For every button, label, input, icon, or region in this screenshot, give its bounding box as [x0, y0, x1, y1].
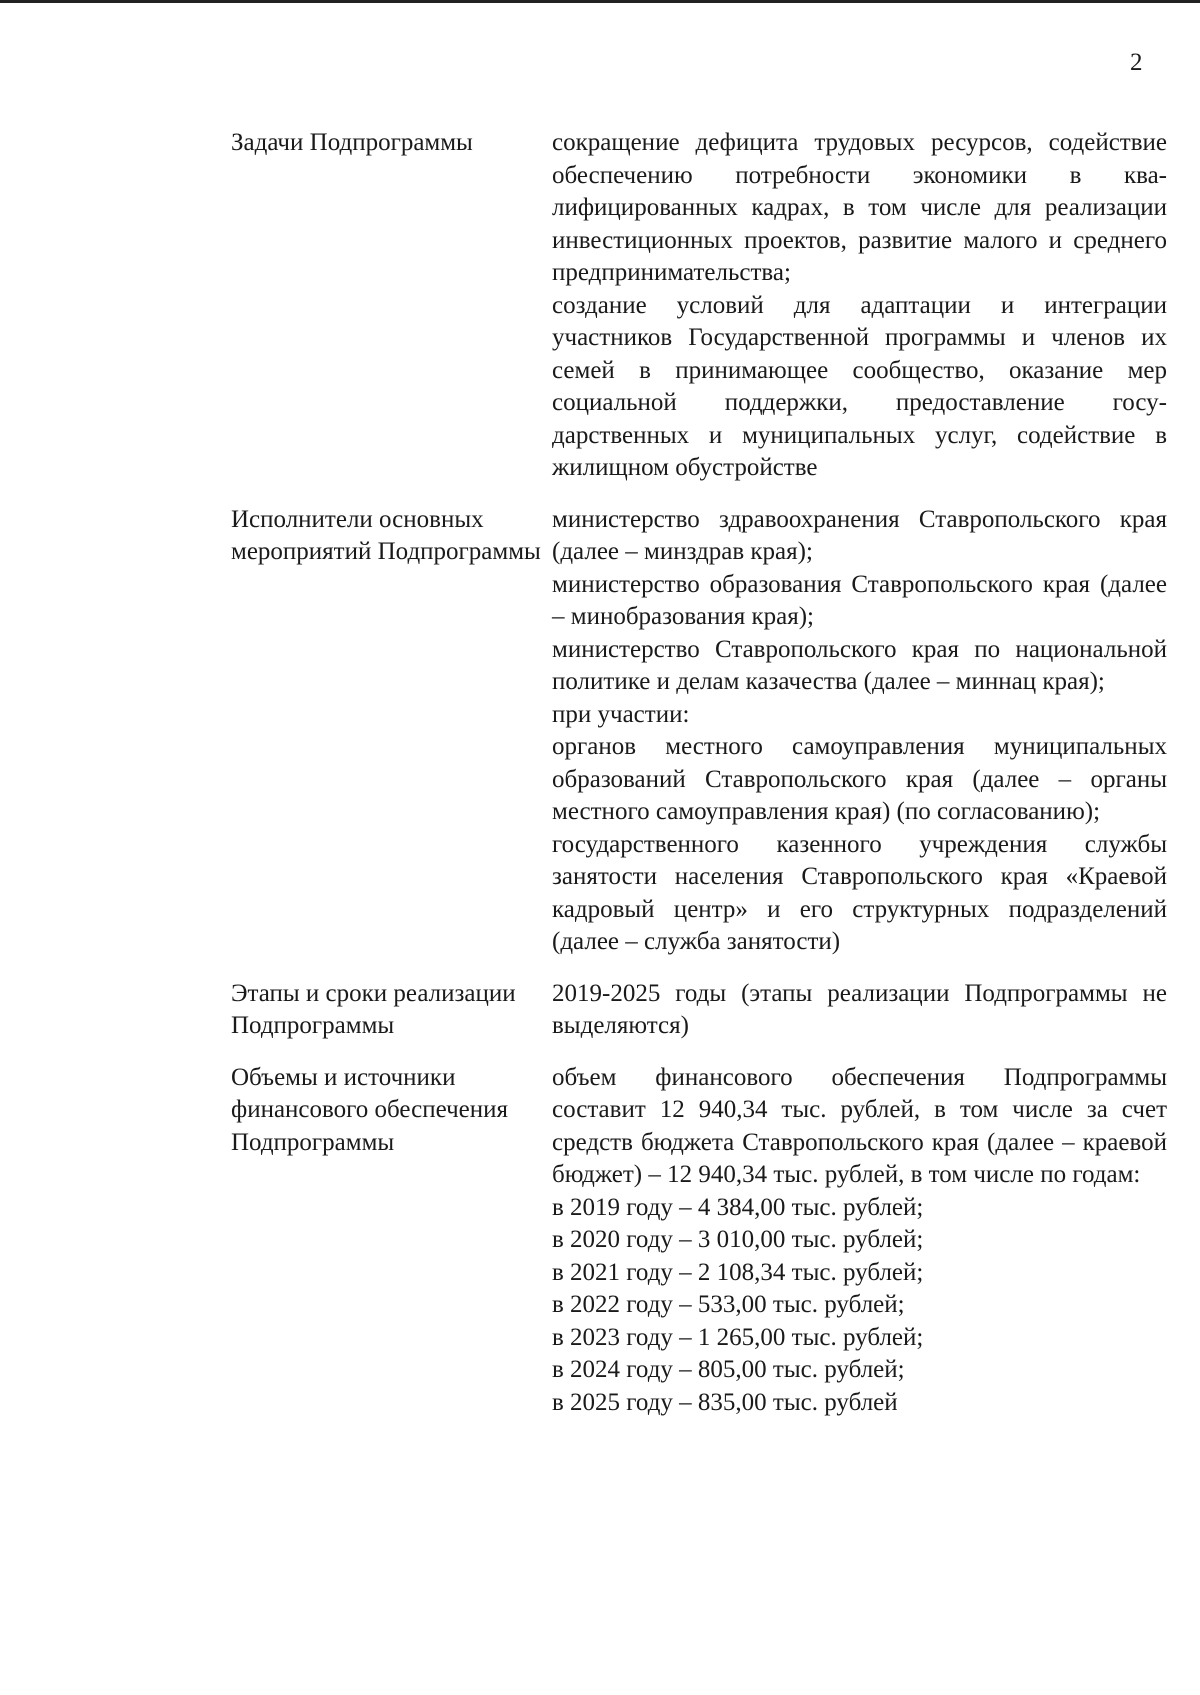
funding-year-line: в 2020 году – 3 010,00 тыс. рублей; — [552, 1226, 924, 1253]
row-stages — [231, 978, 1167, 1043]
page-number: 2 — [1130, 49, 1143, 76]
row-executors — [231, 504, 1167, 959]
paragraph: министерство Ставропольского края по национальной политике и делам казачества (далее – миннац края); — [552, 635, 1167, 695]
funding-year-line: в 2025 году – 835,00 тыс. рублей — [552, 1388, 898, 1416]
paragraph: министерство здравоохранения Ставропольского края (далее – минздрав края); — [552, 505, 1167, 565]
row-value-tasks — [552, 127, 1167, 485]
row-label-stages: Этапы и сроки реализации Подпрограммы — [231, 979, 516, 1039]
subprogram-passport-table — [231, 127, 1167, 1438]
paragraph: сокращение дефицита трудовых ресурсов, содействие обеспечению потребности экономики в квалифицированных кадрах, в том числе для реализации инвестиционных проектов, развитие малого и среднего предпринимательства; — [552, 129, 1167, 286]
paragraph: создание условий для адаптации и интеграции участников Государственной программы и членов их семей в принимающее сообщество, оказание мер социальной поддержки, предоставление государственных и муниципальных услуг, содействие в жилищном обустройстве — [552, 291, 1167, 481]
row-financing — [231, 1062, 1167, 1420]
row-value-financing — [552, 1062, 1167, 1420]
row-value-executors — [552, 504, 1167, 959]
row-label-financing: Объемы и источники финансового обеспечения Подпрограммы — [231, 1063, 509, 1156]
paragraph: объем финансового обеспечения Подпрограммы составит 12 940,34 тыс. рублей, в том числе за счет средств бюджета Ставропольского края (далее – краевой бюджет) – 12 940,34 тыс. рублей, в том числе по годам: — [552, 1063, 1167, 1188]
paragraph: органов местного самоуправления муниципальных образований Ставропольского края (далее – органы местного самоуправления края) (по согласованию); — [552, 733, 1167, 825]
row-tasks — [231, 127, 1167, 485]
funding-year-line: в 2023 году – 1 265,00 тыс. рублей; — [552, 1323, 924, 1351]
row-value-stages — [552, 978, 1167, 1043]
paragraph: государственного казенного учреждения службы занятости населения Ставропольского края «Краевой кадровый центр» и его структурных подразделений (далее – служба занятости) — [552, 830, 1167, 955]
row-label-executors: Исполнители основных мероприятий Подпрограммы — [231, 505, 541, 565]
paragraph: 2019-2025 годы (этапы реализации Подпрограммы не выделяются) — [552, 979, 1167, 1039]
funding-year-line: в 2021 году – 2 108,34 тыс. рублей; — [552, 1258, 924, 1286]
paragraph: при участии: — [552, 700, 690, 728]
funding-year-line: в 2019 году – 4 384,00 тыс. рублей; — [552, 1193, 924, 1221]
paragraph: министерство образования Ставропольского края (далее – минобразования края); — [552, 570, 1167, 630]
funding-year-line: в 2024 году – 805,00 тыс. рублей; — [552, 1356, 905, 1383]
top-rule — [0, 0, 1200, 3]
funding-year-line: в 2022 году – 533,00 тыс. рублей; — [552, 1291, 905, 1318]
row-label-tasks: Задачи Подпрограммы — [231, 129, 473, 156]
